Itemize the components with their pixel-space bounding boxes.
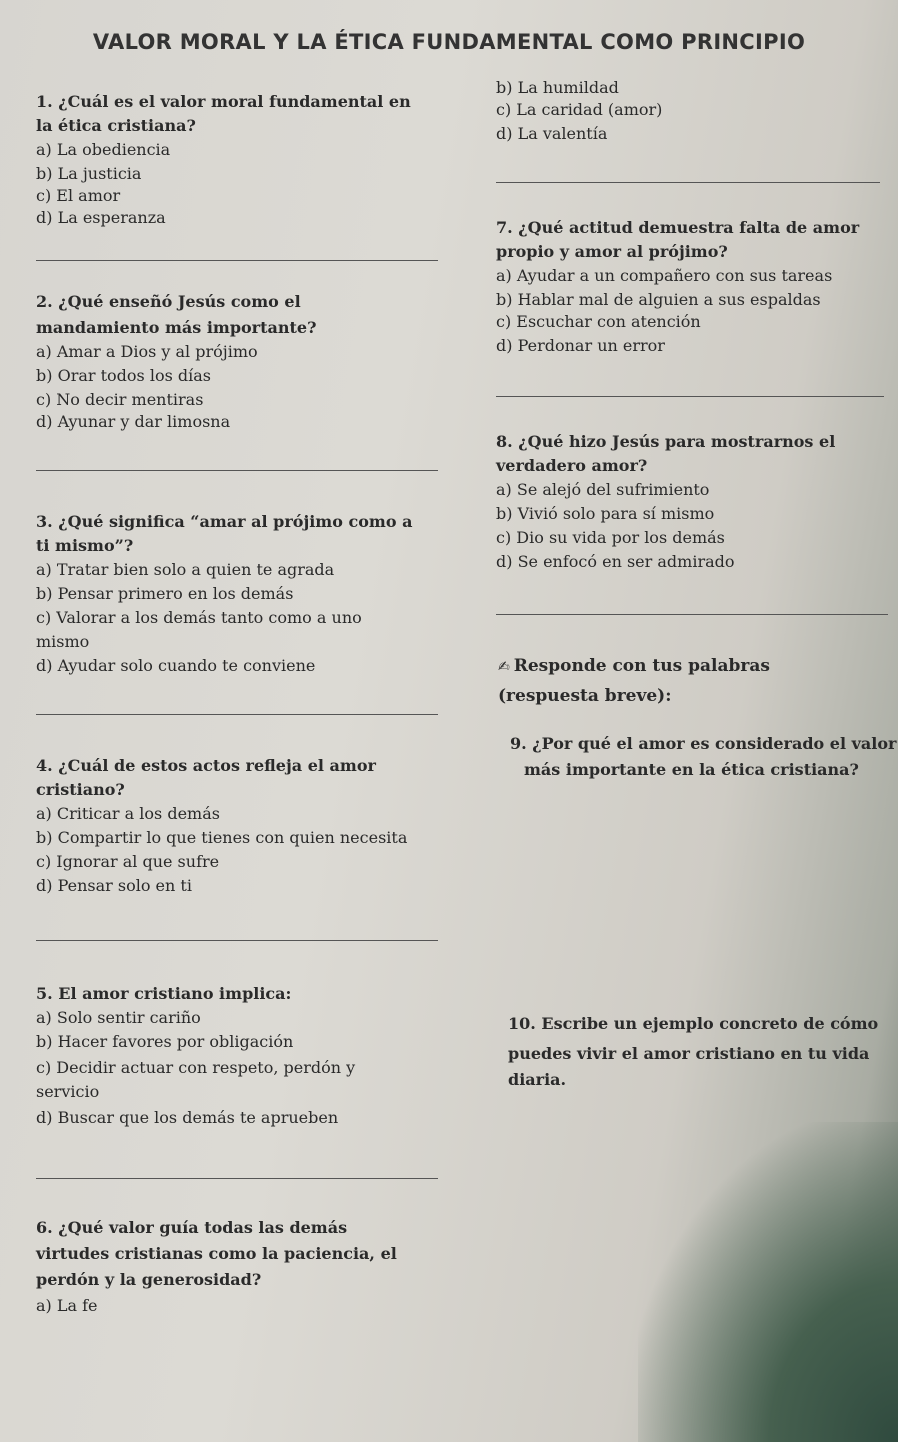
option-3b: b) Pensar primero en los demás — [36, 584, 294, 603]
option-6b: b) La humildad — [496, 78, 619, 97]
option-6c: c) La caridad (amor) — [496, 100, 663, 119]
option-1d: d) La esperanza — [36, 208, 166, 227]
option-3c: c) Valorar a los demás tanto como a uno — [36, 608, 362, 627]
page-title: VALOR MORAL Y LA ÉTICA FUNDAMENTAL COMO PRINCIPIO — [92, 30, 806, 54]
section-heading — [498, 656, 770, 676]
option-8d: d) Se enfocó en ser admirado — [496, 552, 735, 571]
question-1-text-cont: la ética cristiana? — [36, 116, 196, 135]
option-8b: b) Vivió solo para sí mismo — [496, 504, 715, 523]
option-6d: d) La valentía — [496, 124, 608, 143]
option-5c: c) Decidir actuar con respeto, perdón y — [36, 1058, 356, 1077]
answer-line-8[interactable] — [496, 614, 888, 615]
option-5c-cont: servicio — [36, 1082, 100, 1101]
option-1a: a) La obediencia — [36, 140, 171, 159]
question-1-text: 1. ¿Cuál es el valor moral fundamental en — [36, 92, 411, 111]
option-3c-cont: mismo — [36, 632, 90, 651]
question-10-text-cont: puedes vivir el amor cristiano en tu vida — [508, 1044, 870, 1063]
question-9-text: 9. ¿Por qué el amor es considerado el valor — [510, 734, 897, 753]
question-2-text-cont: mandamiento más importante? — [36, 318, 317, 337]
answer-line-5[interactable] — [36, 1178, 438, 1179]
question-3-text: 3. ¿Qué significa “amar al prójimo como a — [36, 512, 413, 531]
question-6-text-cont2: perdón y la generosidad? — [36, 1270, 262, 1289]
question-10-text: 10. Escribe un ejemplo concreto de cómo — [508, 1014, 879, 1033]
question-5-text: 5. El amor cristiano implica: — [36, 984, 292, 1003]
option-4a: a) Criticar a los demás — [36, 804, 220, 823]
question-3-text-cont: ti mismo”? — [36, 536, 134, 555]
option-6a: a) La fe — [36, 1296, 98, 1315]
option-7b: b) Hablar mal de alguien a sus espaldas — [496, 290, 821, 309]
section-subheading: (respuesta breve): — [498, 686, 672, 706]
pencil-icon: ✍ — [498, 659, 510, 675]
answer-line-1[interactable] — [36, 260, 438, 261]
question-8-text-cont: verdadero amor? — [496, 456, 648, 475]
question-6-text: 6. ¿Qué valor guía todas las demás — [36, 1218, 348, 1237]
answer-line-6[interactable] — [496, 182, 880, 183]
question-9-text-cont: más importante en la ética cristiana? — [524, 760, 859, 779]
option-3a: a) Tratar bien solo a quien te agrada — [36, 560, 335, 579]
option-8a: a) Se alejó del sufrimiento — [496, 480, 710, 499]
question-4-text: 4. ¿Cuál de estos actos refleja el amor — [36, 756, 376, 775]
option-1c: c) El amor — [36, 186, 121, 205]
option-5b: b) Hacer favores por obligación — [36, 1032, 294, 1051]
question-7-text-cont: propio y amor al prójimo? — [496, 242, 728, 261]
option-7c: c) Escuchar con atención — [496, 312, 701, 331]
option-5d: d) Buscar que los demás te aprueben — [36, 1108, 339, 1127]
question-2-text: 2. ¿Qué enseñó Jesús como el — [36, 292, 301, 311]
option-2c: c) No decir mentiras — [36, 390, 204, 409]
question-7-text: 7. ¿Qué actitud demuestra falta de amor — [496, 218, 860, 237]
question-10-text-cont2: diaria. — [508, 1070, 567, 1089]
option-8c: c) Dio su vida por los demás — [496, 528, 725, 547]
answer-line-4[interactable] — [36, 940, 438, 941]
question-4-text-cont: cristiano? — [36, 780, 125, 799]
question-8-text: 8. ¿Qué hizo Jesús para mostrarnos el — [496, 432, 836, 451]
answer-line-2[interactable] — [36, 470, 438, 471]
option-3d: d) Ayudar solo cuando te conviene — [36, 656, 316, 675]
option-2d: d) Ayunar y dar limosna — [36, 412, 231, 431]
option-2a: a) Amar a Dios y al prójimo — [36, 342, 258, 361]
option-4d: d) Pensar solo en ti — [36, 876, 192, 895]
section-heading-text: Responde con tus palabras — [513, 656, 770, 676]
option-5a: a) Solo sentir cariño — [36, 1008, 201, 1027]
option-2b: b) Orar todos los días — [36, 366, 211, 385]
option-1b: b) La justicia — [36, 164, 142, 183]
question-6-text-cont: virtudes cristianas como la paciencia, el — [36, 1244, 397, 1263]
answer-line-7[interactable] — [496, 396, 884, 397]
answer-line-3[interactable] — [36, 714, 438, 715]
option-7d: d) Perdonar un error — [496, 336, 665, 355]
shadow-corner — [638, 1122, 898, 1442]
option-4b: b) Compartir lo que tienes con quien necesita — [36, 828, 408, 847]
option-4c: c) Ignorar al que sufre — [36, 852, 220, 871]
option-7a: a) Ayudar a un compañero con sus tareas — [496, 266, 833, 285]
